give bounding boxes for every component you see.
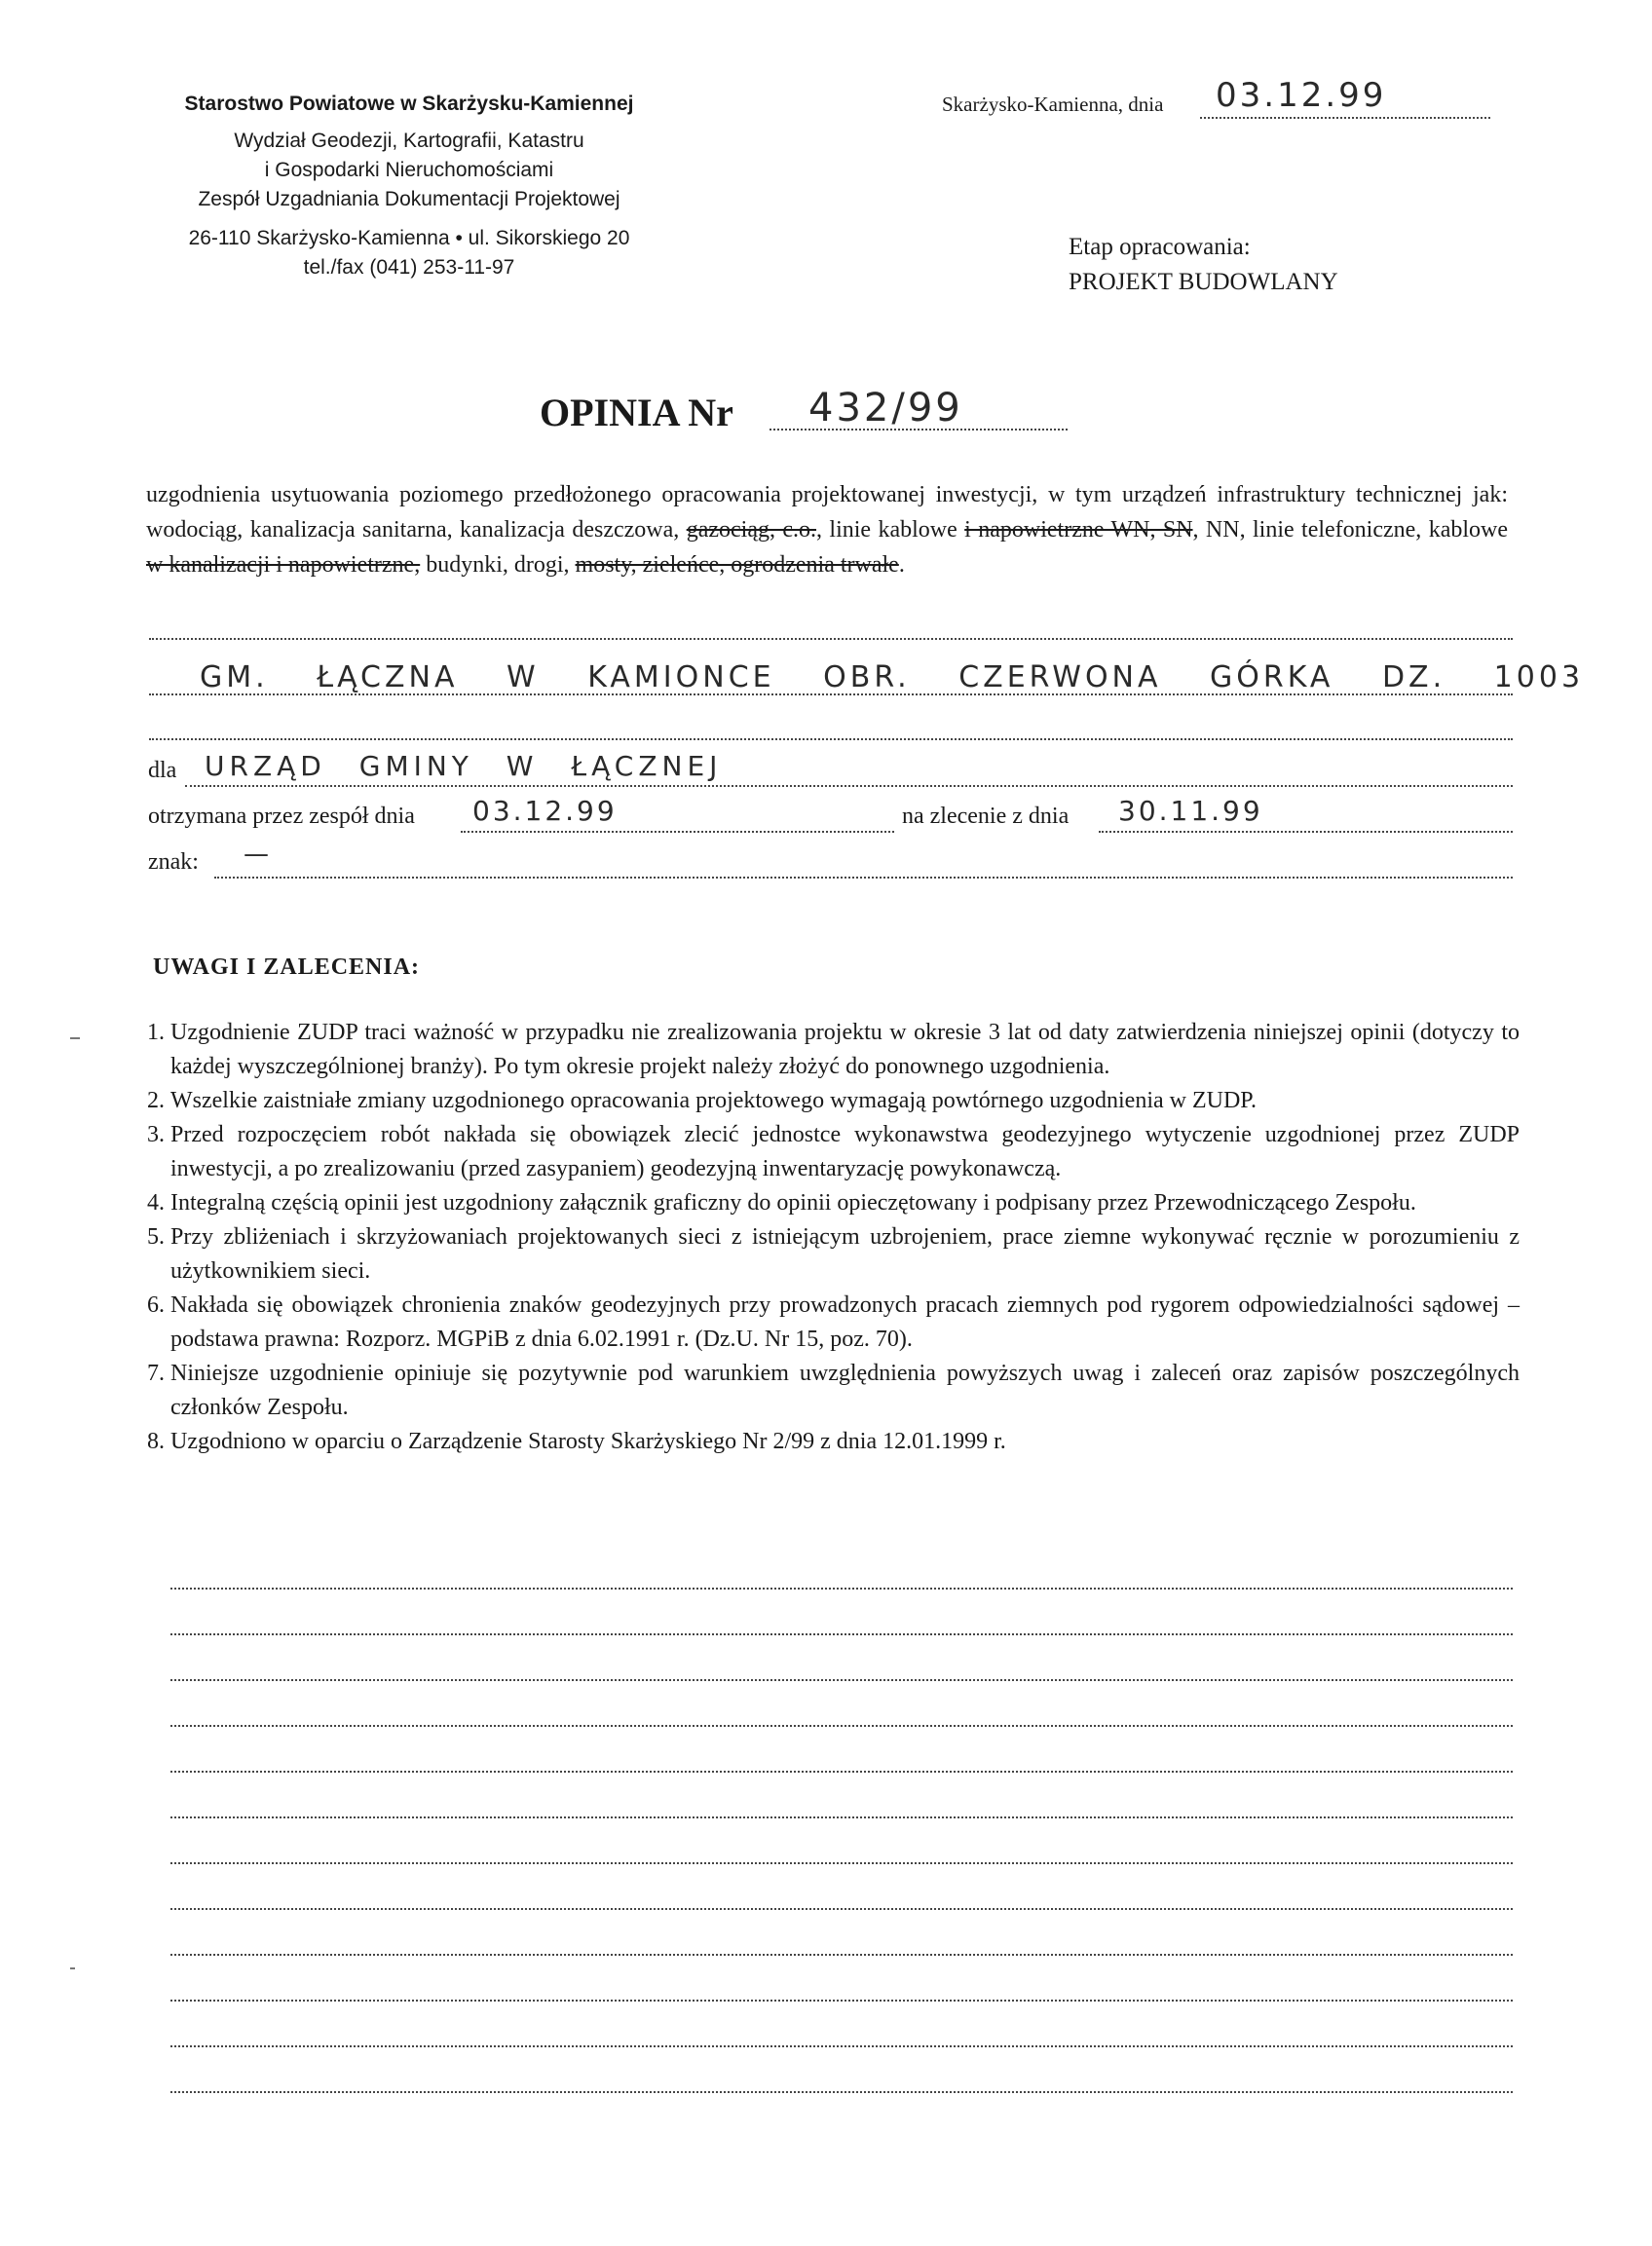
date-dotted-line [1200, 117, 1490, 119]
issuer-phone: tel./fax (041) 253-11-97 [303, 256, 515, 279]
received-date: 03.12.99 [472, 795, 618, 827]
intro-text-4: budynki, drogi, [420, 552, 576, 578]
remark-item [147, 1016, 1520, 1084]
order-label: na zlecenie z dnia [902, 804, 1070, 829]
struck-item-overhead: i napowietrzne WN, SN [964, 517, 1193, 543]
for-label: dla [148, 758, 177, 783]
blank-dotted-line [149, 738, 1513, 740]
sign-value: — [244, 840, 272, 869]
notes-line [170, 2045, 1513, 2047]
intro-text-5: . [898, 552, 905, 578]
notes-line [170, 1588, 1513, 1590]
intro-text-1: uzgodnienia usytuowania poziomego przedłożonego opracowania projektowanej inwestycji, w tym urządzeń infrastruktury technicznej jak: wodociąg, kanalizacja sanitarna, kanalizacja deszczowa, [146, 482, 1508, 543]
remark-number: 1. [147, 1020, 165, 1045]
remark-item [147, 1186, 1520, 1220]
remark-text: Przy zbliżeniach i skrzyżowaniach projektowanych sieci z istniejącym uzbrojeniem, prace ziemne wykonywać ręcznie w porozumieniu z użytkownikiem sieci. [170, 1224, 1520, 1284]
intro-text-3: , NN, linie telefoniczne, kablowe [1192, 517, 1508, 543]
remark-item [147, 1289, 1520, 1357]
received-label: otrzymana przez zespół dnia [148, 804, 415, 829]
scan-margin-mark [70, 1967, 75, 1969]
office-name: Starostwo Powiatowe w Skarżysku-Kamiennej [184, 93, 634, 115]
struck-item-bridges: mosty, zieleńce, ogrodzenia trwałe [575, 552, 899, 578]
opinion-number: 432/99 [808, 386, 963, 430]
blank-dotted-line [149, 638, 1513, 640]
struck-item-ducts: w kanalizacji i napowietrzne, [146, 552, 421, 578]
notes-line [170, 1633, 1513, 1635]
remark-text: Integralną częścią opinii jest uzgodniony załącznik graficzny do opinii opieczętowany i podpisany przez Przewodniczącego Zespołu. [170, 1190, 1416, 1216]
stage-value: PROJEKT BUDOWLANY [1069, 269, 1338, 295]
place-label: Skarżysko-Kamienna, dnia [942, 93, 1164, 116]
for-value: URZĄD GMINY W ŁĄCZNEJ [205, 750, 723, 782]
notes-line [170, 1771, 1513, 1773]
remark-item [147, 1357, 1520, 1425]
remark-number: 5. [147, 1224, 165, 1250]
received-dotted-line [461, 831, 894, 833]
remark-text: Uzgodnienie ZUDP traci ważność w przypadku nie zrealizowania projektu w okresie 3 lat od daty zatwierdzenia niniejszej opinii (dotyczy to każdej wyszczególnionej branży). Po tym okresie projekt należy złożyć do ponownego uzgodnienia. [170, 1020, 1520, 1079]
notes-line [170, 1679, 1513, 1681]
remark-item [147, 1425, 1520, 1459]
remark-number: 3. [147, 1122, 165, 1147]
subject-dotted-line [149, 693, 1513, 695]
remark-number: 6. [147, 1292, 165, 1318]
remark-number: 2. [147, 1088, 165, 1113]
stage-block [1069, 230, 1338, 300]
notes-line [170, 1954, 1513, 1956]
remark-text: Uzgodniono w oparciu o Zarządzenie Starosty Skarżyskiego Nr 2/99 z dnia 12.01.1999 r. [170, 1429, 1006, 1454]
department-line-2: i Gospodarki Nieruchomościami [264, 159, 554, 181]
intro-text-2: , linie kablowe [816, 517, 965, 543]
for-dotted-line [185, 785, 1513, 787]
issuer-address: 26-110 Skarżysko-Kamienna • ul. Sikorskiego 20 [188, 227, 630, 249]
scan-margin-mark [70, 1037, 80, 1039]
remark-text: Wszelkie zaistniałe zmiany uzgodnionego opracowania projektowego wymagają powtórnego uzgodnienia w ZUDP. [170, 1088, 1257, 1113]
issue-date: 03.12.99 [1216, 76, 1387, 115]
investment-subject: GM. ŁĄCZNA W KAMIONCE OBR. CZERWONA GÓRKA DZ. 1003 [200, 660, 1585, 694]
place-date-line [942, 93, 1163, 117]
issuer-block [117, 90, 701, 282]
notes-line [170, 2091, 1513, 2093]
remarks-list [147, 1016, 1520, 1459]
remark-text: Nakłada się obowiązek chronienia znaków geodezyjnych przy prowadzonych pracach ziemnych pod rygorem odpowiedzialności sądowej – podstawa prawna: Rozporz. MGPiB z dnia 6.02.1991 r. (Dz.U. Nr 15, poz. 70). [170, 1292, 1520, 1352]
order-date: 30.11.99 [1118, 795, 1263, 827]
department-line-3: Zespół Uzgadniania Dokumentacji Projektowej [198, 188, 620, 210]
notes-line [170, 2000, 1513, 2002]
remark-item [147, 1084, 1520, 1118]
sign-label: znak: [148, 849, 199, 875]
remark-item [147, 1118, 1520, 1186]
remark-text: Niniejsze uzgodnienie opiniuje się pozytywnie pod warunkiem uwzględnienia powyższych uwag i zaleceń oraz zapisów poszczególnych członków Zespołu. [170, 1361, 1520, 1420]
remark-number: 8. [147, 1429, 165, 1454]
remark-number: 7. [147, 1361, 165, 1386]
stage-label: Etap opracowania: [1069, 234, 1251, 260]
remark-item [147, 1220, 1520, 1289]
intro-paragraph [146, 477, 1508, 582]
remark-text: Przed rozpoczęciem robót nakłada się obowiązek zlecić jednostce wykonawstwa geodezyjnego wytyczenie uzgodnionej przez ZUDP inwestycji, a po zrealizowaniu (przed zasypaniem) geodezyjną inwentaryzację powykonawczą. [170, 1122, 1520, 1181]
sign-dotted-line [214, 877, 1513, 879]
document-title: OPINIA Nr [540, 391, 733, 434]
notes-line [170, 1725, 1513, 1727]
department-line-1: Wydział Geodezji, Kartografii, Katastru [234, 130, 584, 152]
struck-item-gas: gazociąg, c.o. [686, 517, 817, 543]
order-dotted-line [1099, 831, 1513, 833]
notes-line [170, 1862, 1513, 1864]
notes-line [170, 1816, 1513, 1818]
remark-number: 4. [147, 1190, 165, 1216]
remarks-heading: UWAGI I ZALECENIA: [153, 955, 421, 980]
notes-line [170, 1908, 1513, 1910]
